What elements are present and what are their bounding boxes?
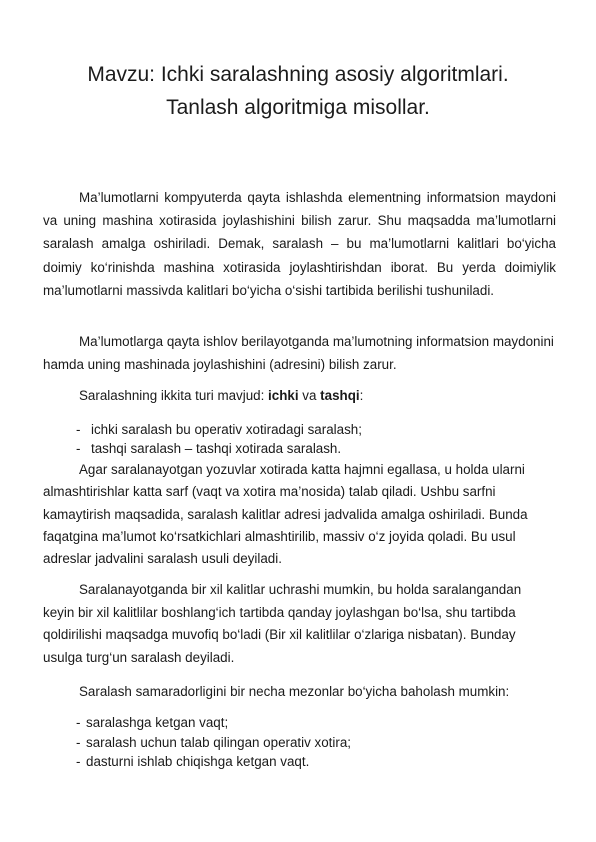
paragraph-5: Saralanayotganda bir xil kalitlar uchrashi mumkin, bu holda saralangandan keyin bir xil kalitlilar boshlang‘ich tartibda qanday joylashgan bo‘lsa, shu tartibda qoldirilishi maqsadga muvofiq bo‘ladi (Bir xil kalitlilar o‘zlariga nisbatan). Bunday usulga turg‘un saralash deyiladi. bbox=[43, 582, 522, 666]
term-tashqi: tashqi bbox=[320, 388, 360, 403]
list-item-text: saralash uchun talab qilingan operativ xotira; bbox=[86, 734, 352, 750]
list-item bbox=[76, 713, 556, 733]
dash-bullet: - bbox=[76, 715, 81, 730]
page-title-line-1: Mavzu: Ichki saralashning asosiy algoritmlari. bbox=[87, 63, 509, 86]
list-item-text: saralashga ketgan vaqt; bbox=[86, 715, 229, 730]
term-ichki: ichki bbox=[268, 388, 299, 403]
list-item-text: dasturni ishlab chiqishga ketgan vaqt. bbox=[86, 754, 310, 769]
paragraph-1: Ma’lumotlarni kompyuterda qayta ishlashda elementning informatsion maydoni va uning mashina xotirasida joylashishini bilish zarur. Shu maqsadda ma’lumotlarni saralash amalga oshiriladi. Demak, saralash – bu ma’lumotlarni kalitlari bo‘yicha doimiy ko‘rinishda mashina xotirasida joylashtirishdan iborat. Bu yerda doimiylik ma’lumotlarni massivda kalitlari bo‘yicha o‘sishi tartibida berilishi tushuniladi. bbox=[43, 190, 556, 298]
paragraph-3 bbox=[43, 385, 556, 407]
criteria-list bbox=[76, 713, 556, 772]
page-title-line-2: Tanlash algoritmiga misollar. bbox=[166, 96, 430, 119]
dash-bullet: - bbox=[76, 422, 81, 437]
list-item bbox=[76, 420, 556, 439]
paragraph-3-prefix: Saralashning ikkita turi mavjud: bbox=[79, 388, 269, 403]
list-item-text: ichki saralash bu operativ xotiradagi saralash; bbox=[91, 422, 362, 437]
dash-bullet: - bbox=[76, 441, 81, 456]
list-item bbox=[76, 439, 556, 458]
paragraph-2: Ma’lumotlarga qayta ishlov berilayotganda ma’lumotning informatsion maydonini hamda uning mashinada joylashishini (adresini) bilish zarur. bbox=[43, 334, 554, 372]
paragraph-3-mid: va bbox=[298, 388, 321, 403]
list-item bbox=[76, 733, 556, 753]
dash-bullet: - bbox=[76, 754, 81, 769]
paragraph-3-suffix: : bbox=[359, 388, 364, 403]
paragraph-4: Agar saralanayotgan yozuvlar xotirada katta hajmni egallasa, u holda ularni almashtirishlar katta sarf (vaqt va xotira ma’nosida) talab qiladi. Ushbu sarfni kamaytirish maqsadida, saralash kalitlar adresi jadvalida amalga oshiriladi. Bunda faqatgina ma’lumot ko‘rsatkichlari almashtirilib, massiv o‘z joyida qoladi. Bu usul adreslar jadvalini saralash usuli deyiladi. bbox=[43, 462, 528, 567]
dash-bullet: - bbox=[76, 734, 81, 750]
sort-types-list bbox=[76, 420, 556, 458]
list-item-text: tashqi saralash – tashqi xotirada saralash. bbox=[91, 441, 342, 456]
list-item bbox=[76, 752, 556, 772]
paragraph-6: Saralash samaradorligini bir necha mezonlar bo‘yicha baholash mumkin: bbox=[79, 684, 510, 699]
